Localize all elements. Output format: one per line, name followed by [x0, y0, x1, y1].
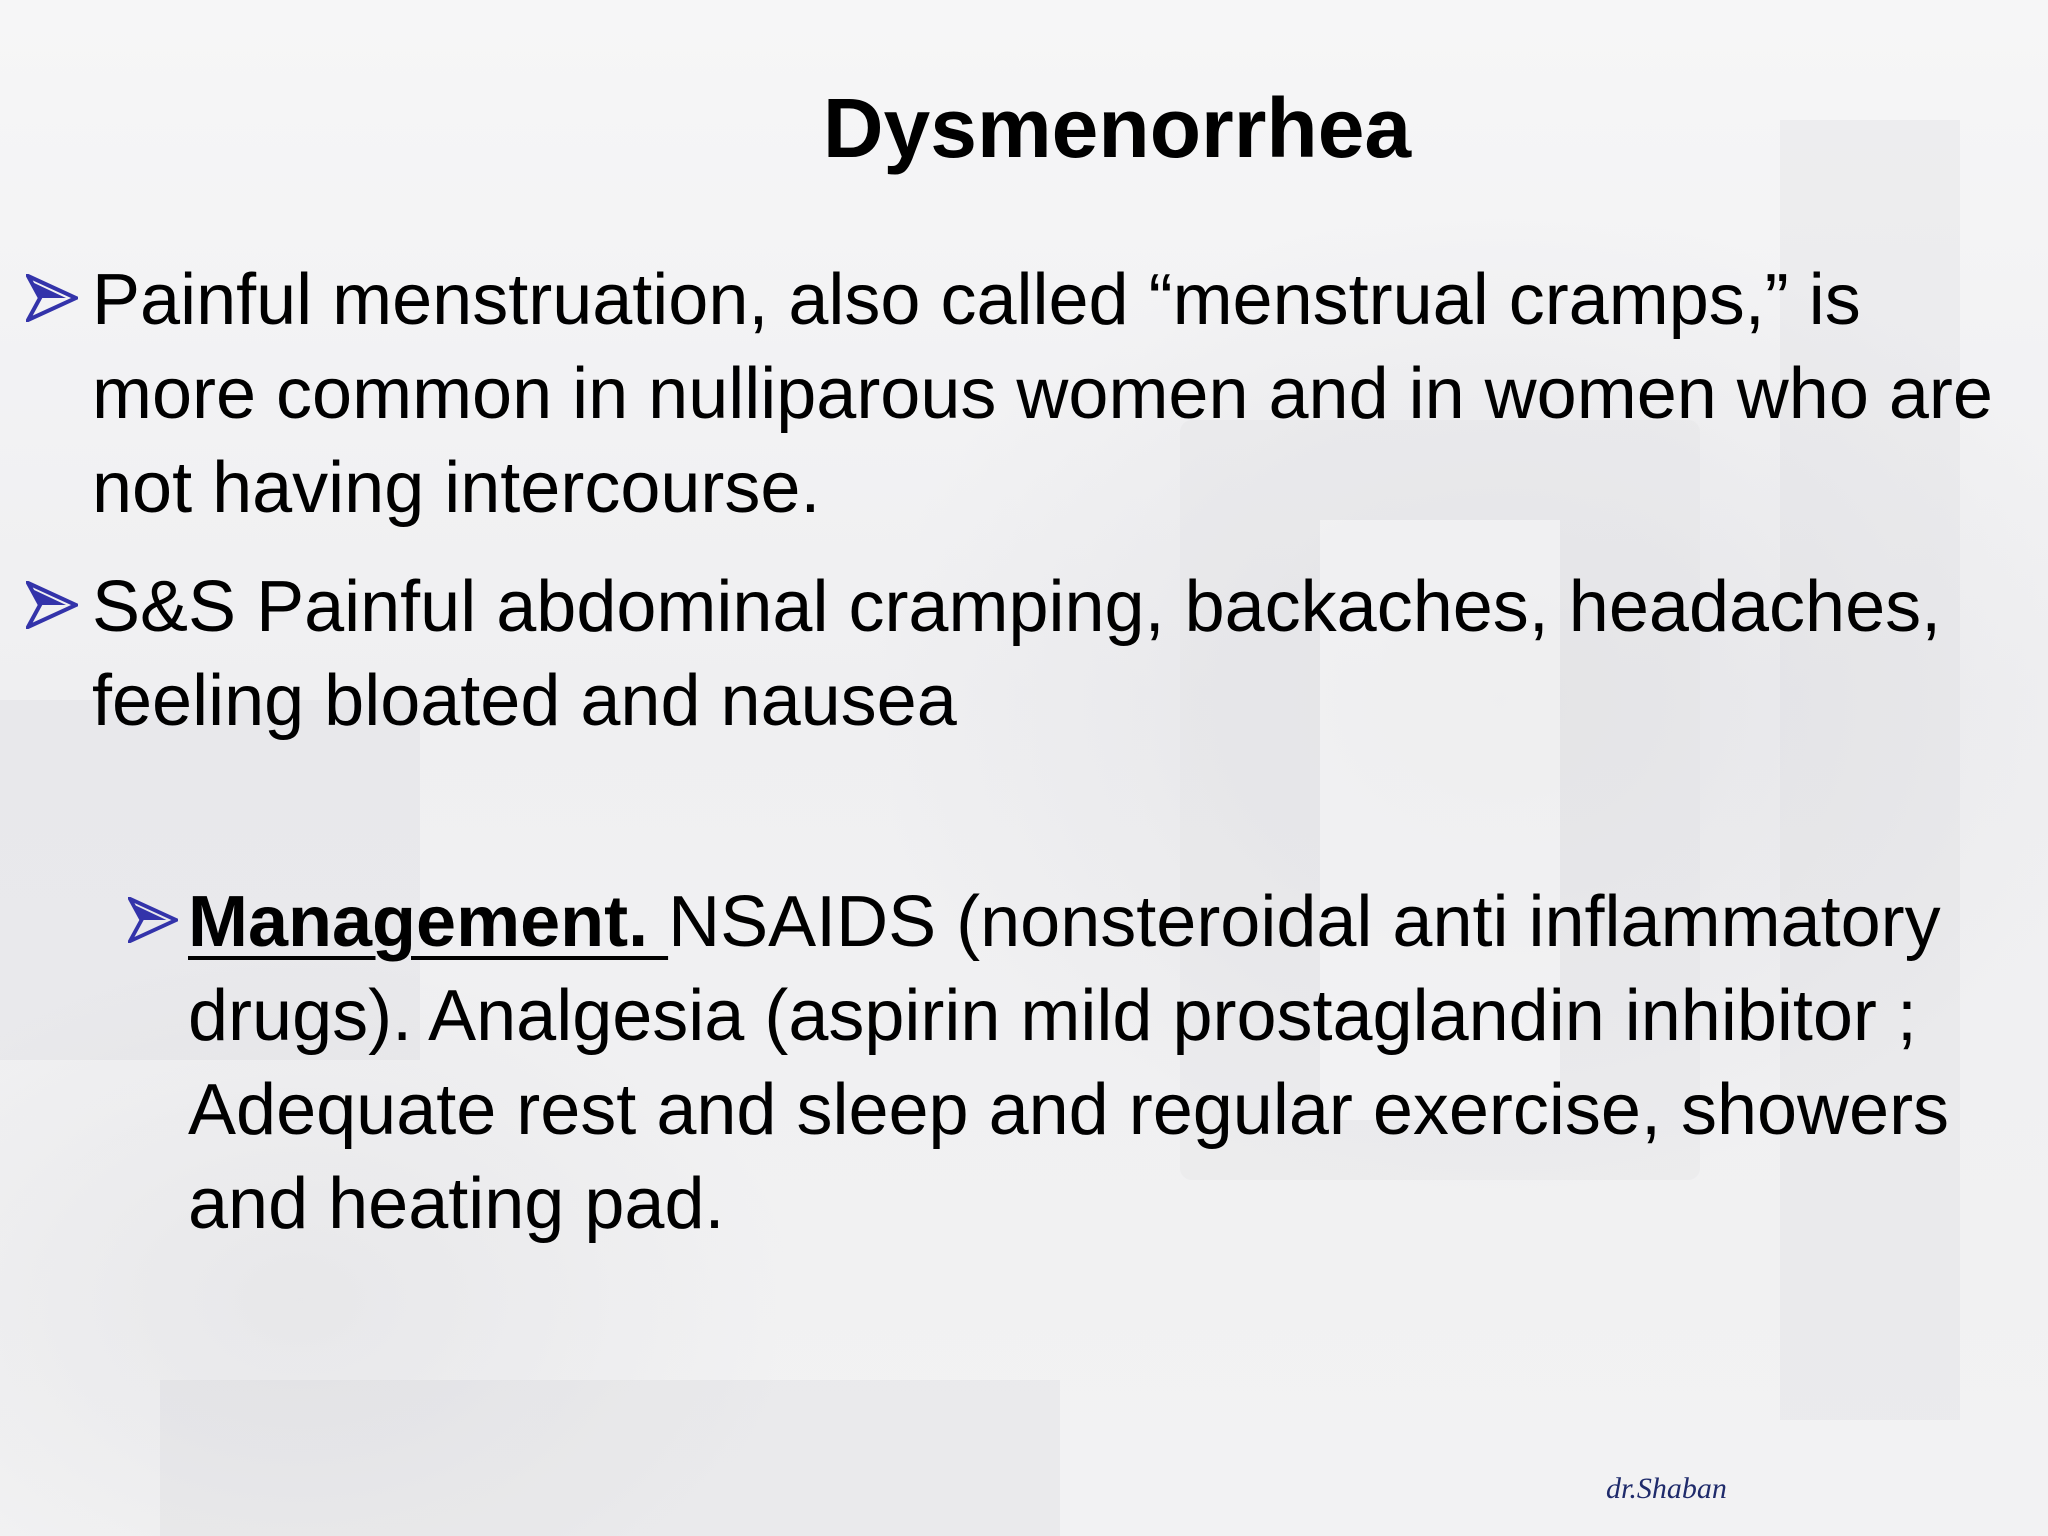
bullet-item-symptoms: [26, 560, 2016, 748]
arrowhead-bullet-icon-svg: [128, 897, 178, 943]
arrowhead-bullet-icon: [26, 253, 92, 343]
footer-author: dr.Shaban: [1606, 1472, 1727, 1505]
slide-title: Dysmenorrhea: [822, 81, 1412, 175]
bullet-text: Painful menstruation, also called “menstrual cramps,” is more common in nulliparous women and in women who are not having intercourse.: [92, 260, 1993, 528]
management-lead: Management.: [188, 882, 669, 962]
bullet-item-management: [128, 875, 1988, 1251]
arrowhead-bullet-icon: [128, 875, 188, 965]
bullet-text: [188, 875, 1988, 1251]
background-shape: [160, 1380, 1060, 1536]
management-text: NSAIDS (nonsteroidal anti inflammatory drugs). Analgesia (aspirin mild prostaglandin inhibitor ; Adequate rest and sleep and regular exercise, showers and heating pad.: [188, 882, 1950, 1244]
bullet-text: S&S Painful abdominal cramping, backaches, headaches, feeling bloated and nausea: [92, 567, 1942, 741]
arrowhead-bullet-icon: [26, 560, 92, 650]
arrowhead-bullet-icon-svg: [26, 581, 78, 629]
arrowhead-bullet-icon-svg: [26, 274, 78, 322]
bullet-item-definition: [26, 253, 2016, 535]
